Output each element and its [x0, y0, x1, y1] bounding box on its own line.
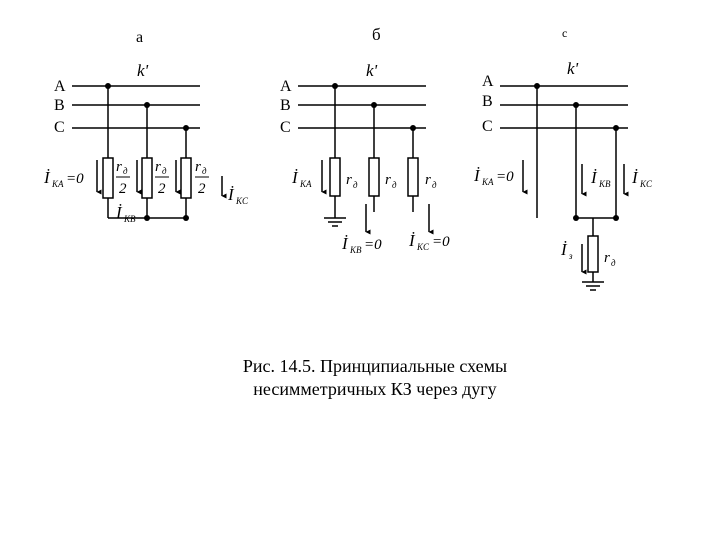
- svg-text:д: д: [202, 166, 207, 176]
- svg-text:r: r: [346, 172, 352, 188]
- panel-label-c: с: [562, 26, 568, 40]
- caption-line-1: Рис. 14.5. Принципиальные схемы: [242, 356, 508, 376]
- current-label-c-KC: [631, 168, 653, 189]
- svg-text:KC: KC: [236, 196, 249, 206]
- fault-point-c: k': [567, 59, 579, 78]
- svg-text:İ: İ: [561, 240, 567, 259]
- svg-text:=0: =0: [66, 171, 84, 187]
- svg-text:KA: KA: [300, 179, 312, 189]
- current-label-a-KA: [43, 168, 84, 189]
- svg-text:KB: KB: [350, 245, 362, 255]
- phase-label-b-A: A: [280, 78, 292, 95]
- svg-text:2: 2: [158, 181, 166, 197]
- svg-text:İ: İ: [409, 231, 415, 250]
- current-label-a-KB: [115, 203, 136, 224]
- resistor-label-b3: [425, 172, 437, 190]
- panel-a: [43, 29, 249, 224]
- svg-text:İ: İ: [44, 168, 50, 187]
- svg-text:2: 2: [119, 181, 127, 197]
- current-label-c-z: [560, 240, 573, 261]
- svg-text:2: 2: [198, 181, 206, 197]
- svg-text:İ: İ: [292, 168, 298, 187]
- svg-text:=0: =0: [496, 169, 514, 185]
- current-label-c-KB: [590, 168, 611, 189]
- svg-text:İ: İ: [474, 166, 480, 185]
- resistors-c: [588, 236, 598, 272]
- svg-text:KC: KC: [640, 179, 653, 189]
- svg-text:д: д: [611, 258, 616, 268]
- current-label-a-KC: [227, 185, 249, 206]
- svg-text:KC: KC: [417, 242, 430, 252]
- figure-caption: [190, 355, 560, 401]
- svg-text:д: д: [162, 166, 167, 176]
- resistor-label-a2: [155, 159, 169, 197]
- resistor-label-b2: [385, 172, 397, 190]
- svg-text:r: r: [604, 250, 610, 266]
- svg-text:İ: İ: [342, 234, 348, 253]
- phase-label-c-A: A: [482, 73, 494, 90]
- svg-text:д: д: [432, 180, 437, 190]
- svg-text:=0: =0: [432, 234, 450, 250]
- svg-text:KB: KB: [124, 214, 136, 224]
- fault-point-b: k': [366, 61, 378, 80]
- current-label-b-KC: [408, 231, 450, 252]
- phase-label-c-C: C: [482, 118, 493, 135]
- resistor-label-a1: [116, 159, 130, 197]
- svg-text:д: д: [353, 180, 358, 190]
- svg-text:KA: KA: [482, 177, 494, 187]
- phase-label-a-A: A: [54, 78, 66, 95]
- svg-text:д: д: [392, 180, 397, 190]
- svg-text:д: д: [123, 166, 128, 176]
- bus-lines-b: [298, 86, 426, 226]
- svg-text:İ: İ: [632, 168, 638, 187]
- resistor-label-b1: [346, 172, 358, 190]
- phase-label-a-C: C: [54, 119, 65, 136]
- current-label-b-KA: [291, 168, 312, 189]
- phase-label-b-B: B: [280, 97, 291, 114]
- phase-label-c-B: B: [482, 93, 493, 110]
- phase-label-a-B: B: [54, 97, 65, 114]
- panel-b: [280, 25, 450, 255]
- resistor-label-a3: [195, 159, 209, 197]
- svg-text:KA: KA: [52, 179, 64, 189]
- current-label-c-KA: [473, 166, 514, 187]
- svg-text:KB: KB: [599, 179, 611, 189]
- panel-c: [473, 26, 653, 290]
- svg-text:з: з: [569, 251, 573, 261]
- svg-text:r: r: [155, 159, 161, 175]
- caption-line-2: несимметричных КЗ через дугу: [253, 379, 497, 399]
- panel-label-a: а: [136, 29, 144, 46]
- fault-point-a: k': [137, 61, 149, 80]
- svg-text:r: r: [425, 172, 431, 188]
- svg-text:İ: İ: [591, 168, 597, 187]
- svg-text:r: r: [385, 172, 391, 188]
- resistor-label-c1: [604, 250, 616, 268]
- resistors-b: [330, 158, 418, 196]
- current-label-b-KB: [341, 234, 382, 255]
- svg-text:İ: İ: [228, 185, 234, 204]
- panel-label-b: б: [372, 25, 381, 44]
- svg-text:=0: =0: [364, 237, 382, 253]
- svg-text:r: r: [116, 159, 122, 175]
- phase-label-b-C: C: [280, 119, 291, 136]
- svg-text:İ: İ: [116, 203, 122, 222]
- svg-text:r: r: [195, 159, 201, 175]
